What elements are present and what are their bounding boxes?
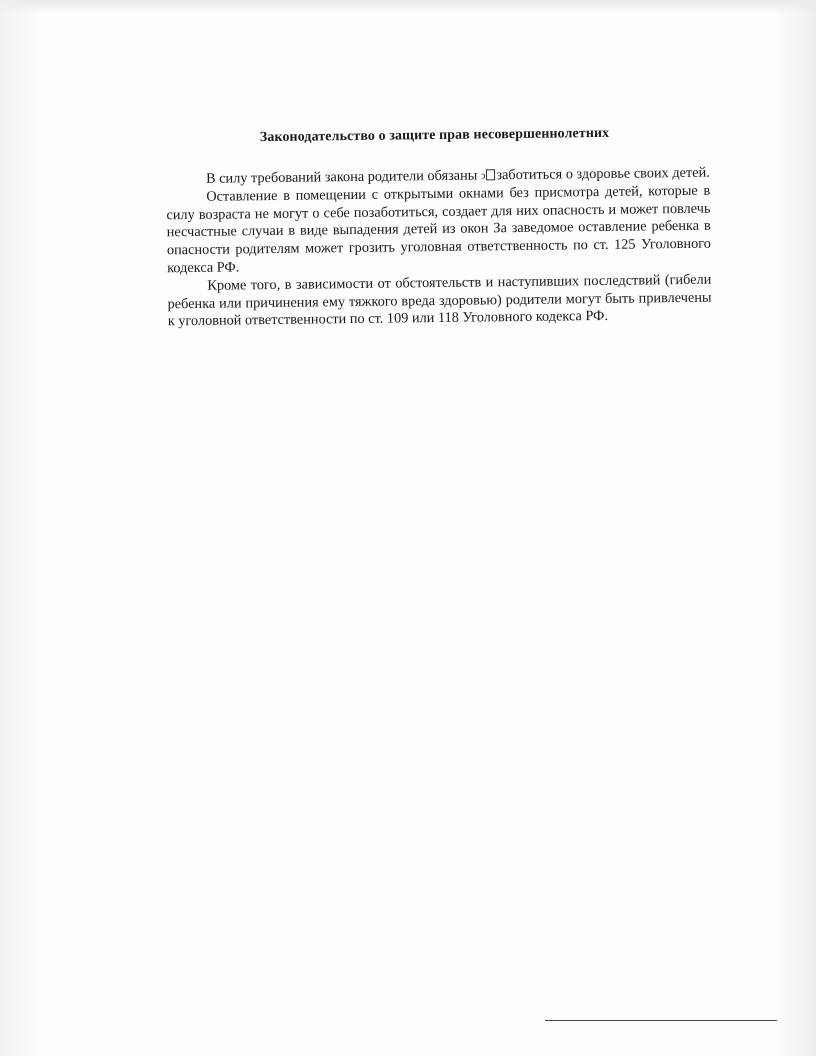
missing-glyph-box-icon bbox=[486, 169, 495, 180]
paragraph-window-danger: Оставление в помещении с открытыми окнами без присмотра детей, которые в силу возраста не могут о себе позаботиться, создает для них опасность и может повлечь несчастные случаи в виде выпадения детей из окон За заведомое оставление ребенка в опасности родителям может грозить уголовная ответственность по ст. 125 Уголовного кодекса РФ. bbox=[166, 182, 711, 277]
document-title: Законодательство о защите прав несовершеннолетних bbox=[259, 125, 610, 146]
paragraph-text-start: В силу требований закона родители обязаны bbox=[205, 167, 482, 187]
paragraph-criminal-liability: Кроме того, в зависимости от обстоятельств и наступивших последствий (гибели ребенка или причинения ему тяжкого вреда здоровью) родители могут быть привлечены к уголовной ответственности по ст. 109 или 118 Уголовного кодекса РФ. bbox=[167, 271, 712, 330]
bottom-rule-line bbox=[545, 1020, 777, 1021]
document-body bbox=[166, 165, 712, 332]
document-content bbox=[0, 0, 816, 505]
paragraph-text-end: заботиться о здоровье своих детей. bbox=[496, 164, 710, 184]
unknown-glyph-symbol: ↄ bbox=[480, 170, 486, 182]
